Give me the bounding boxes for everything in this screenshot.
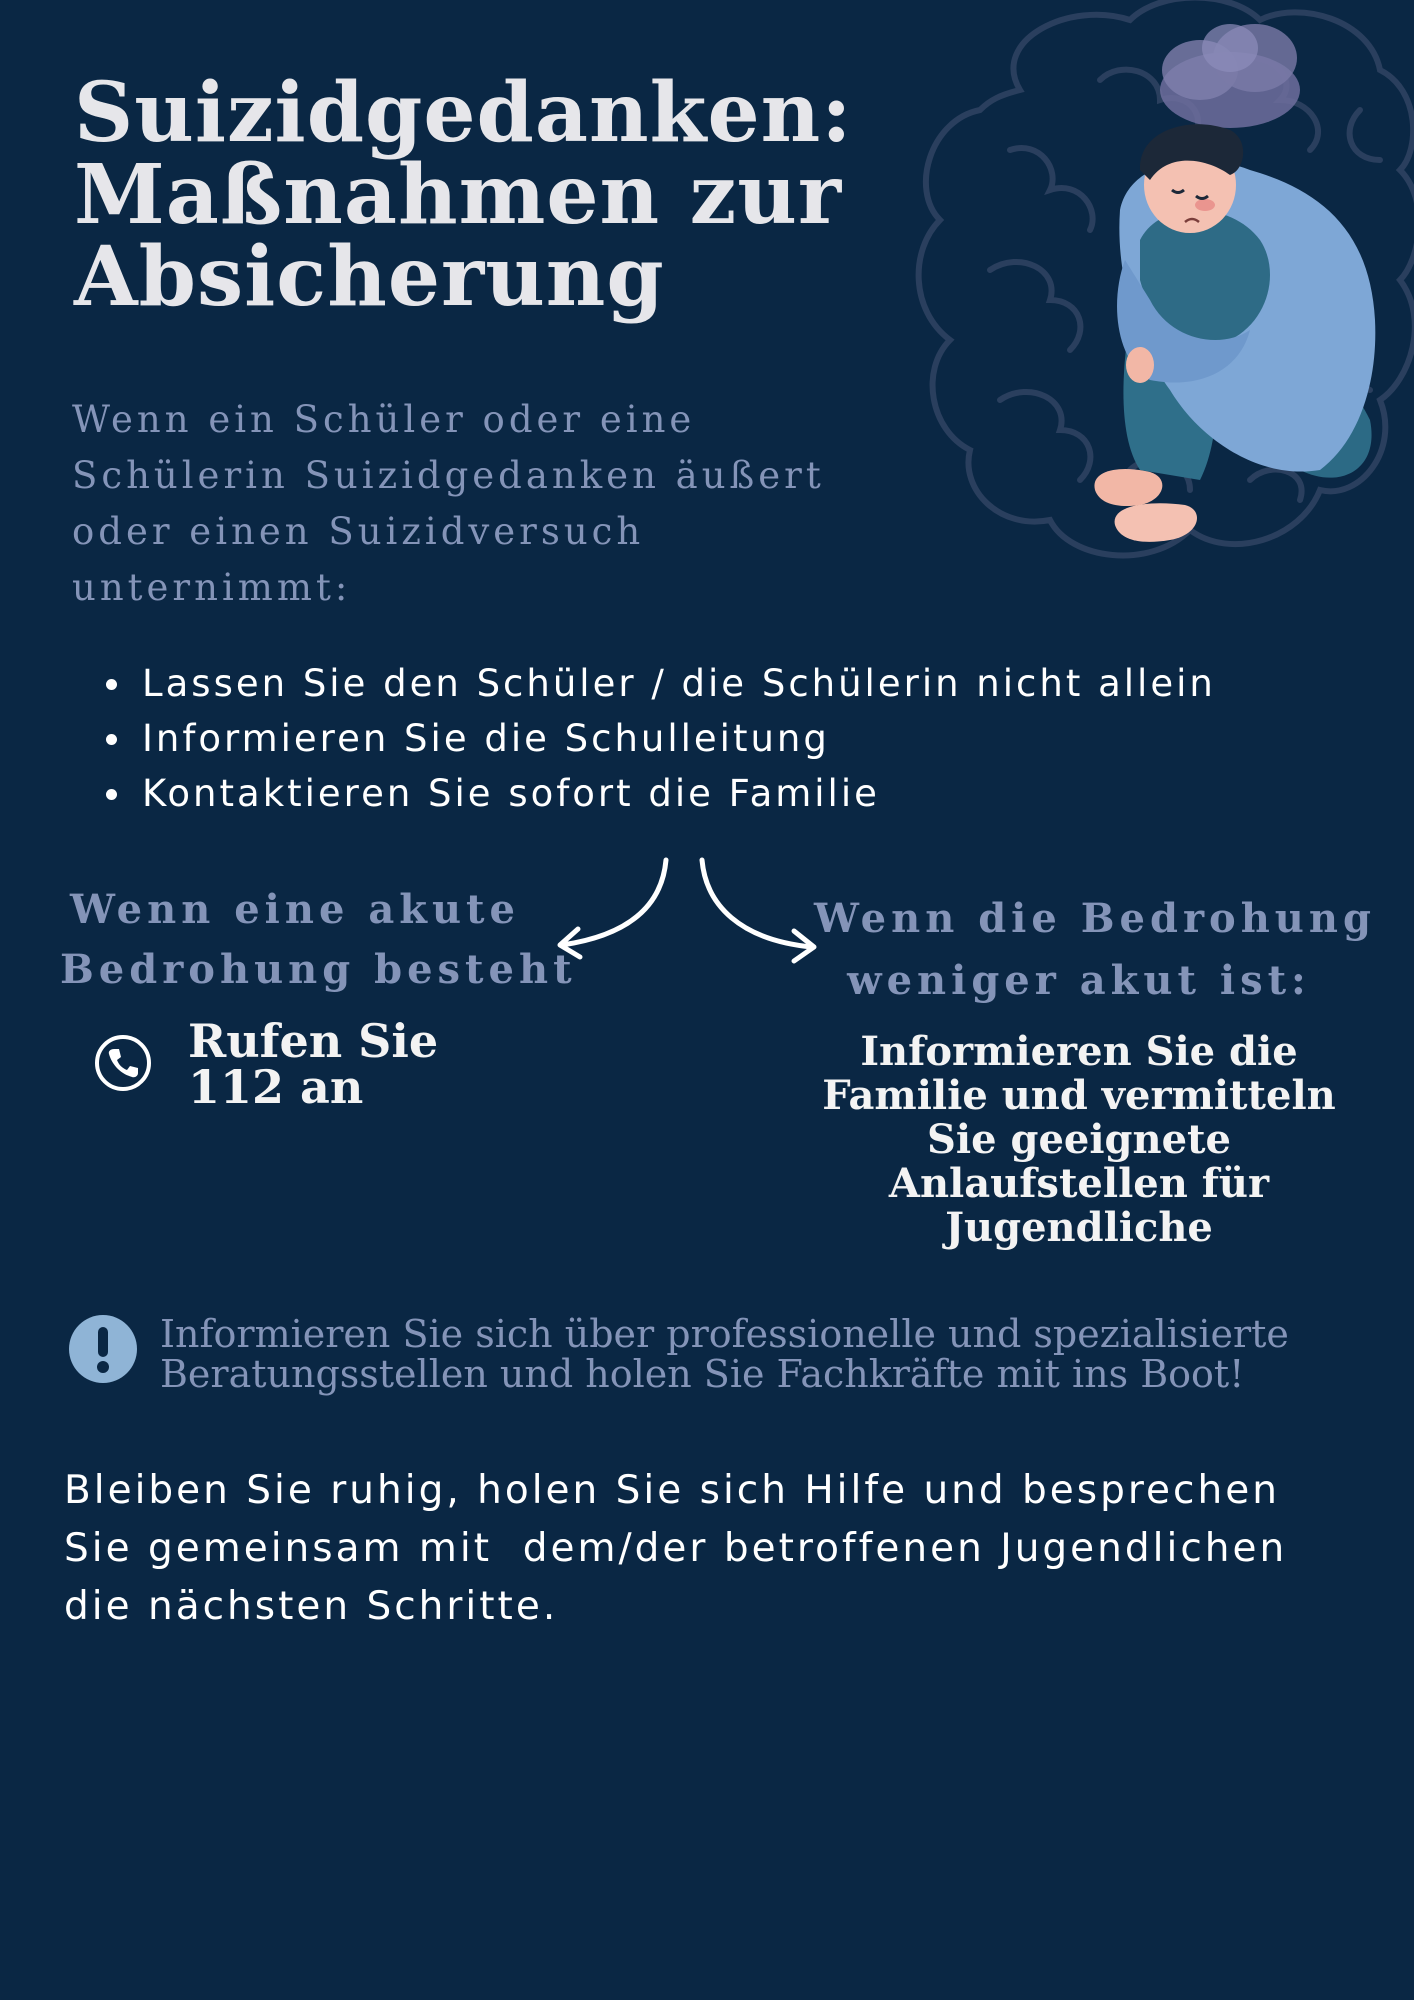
closing-line: Bleiben Sie ruhig, holen Sie sich Hilfe und besprechen — [64, 1468, 1280, 1513]
less-acute-heading — [814, 888, 1376, 1012]
call-emergency-text — [188, 1014, 439, 1114]
list-item: Kontaktieren Sie sofort die Familie — [100, 766, 1216, 821]
intro-line: oder einen Suizidversuch — [72, 510, 645, 553]
acute-threat-heading — [60, 880, 577, 1000]
intro-text — [72, 392, 872, 616]
title-line: Maßnahmen zur — [74, 147, 843, 243]
heading-line: weniger akut ist: — [847, 957, 1311, 1004]
inform-line: Familie und vermitteln — [822, 1072, 1336, 1119]
action-list — [100, 656, 1216, 821]
notice-line: Beratungsstellen und holen Sie Fachkräfte mit ins Boot! — [160, 1352, 1245, 1396]
call-line: 112 an — [188, 1060, 364, 1114]
heading-line: Bedrohung besteht — [60, 946, 577, 993]
inform-line: Jugendliche — [945, 1204, 1213, 1251]
inform-family-text — [814, 1030, 1344, 1250]
heading-line: Wenn die Bedrohung — [814, 895, 1376, 942]
list-item: Lassen Sie den Schüler / die Schülerin nicht allein — [100, 656, 1216, 711]
notice-text — [160, 1314, 1360, 1394]
sad-person-illustration — [900, 0, 1414, 600]
closing-line: Sie gemeinsam mit dem/der betroffenen Jugendlichen — [64, 1526, 1288, 1571]
inform-line: Informieren Sie die — [860, 1028, 1298, 1075]
phone-icon — [94, 1034, 152, 1092]
call-line: Rufen Sie — [188, 1014, 439, 1068]
intro-line: Wenn ein Schüler oder eine — [72, 398, 696, 441]
branch-arrows — [550, 855, 830, 965]
cloud-icon — [1160, 24, 1300, 128]
inform-line: Anlaufstellen für — [888, 1160, 1270, 1207]
list-item: Informieren Sie die Schulleitung — [100, 711, 1216, 766]
notice-line: Informieren Sie sich über professionelle und spezialisierte — [160, 1312, 1289, 1356]
page-title — [74, 65, 874, 325]
closing-line: die nächsten Schritte. — [64, 1584, 559, 1629]
intro-line: Schülerin Suizidgedanken äußert — [72, 454, 825, 497]
heading-line: Wenn eine akute — [70, 886, 520, 933]
title-line: Absicherung — [74, 229, 665, 325]
title-line: Suizidgedanken: — [74, 65, 853, 161]
intro-line: unternimmt: — [72, 566, 352, 609]
inform-line: Sie geeignete — [927, 1116, 1231, 1163]
exclamation-icon — [68, 1314, 138, 1384]
closing-text — [64, 1462, 1354, 1636]
